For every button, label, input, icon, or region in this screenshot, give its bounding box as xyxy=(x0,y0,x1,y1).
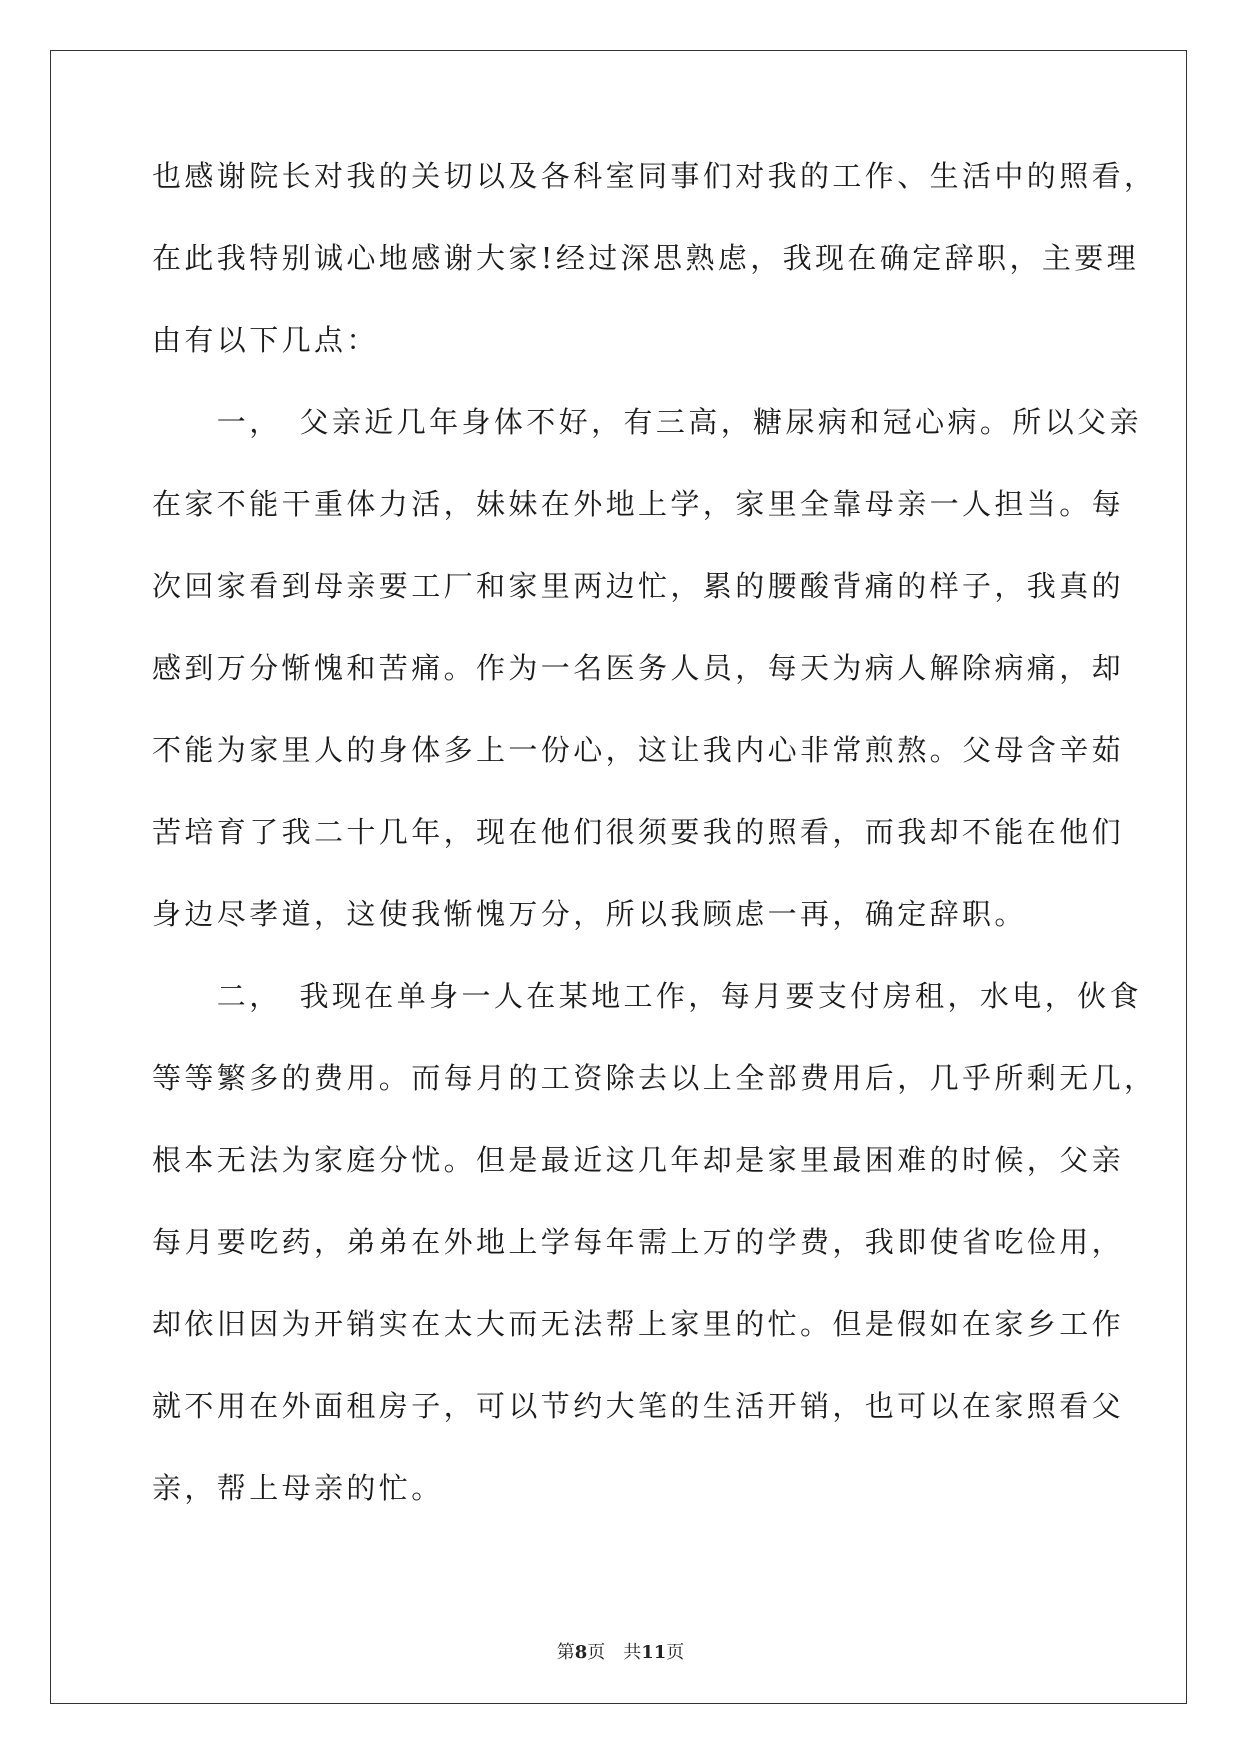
text-line: 二， 我现在单身一人在某地工作，每月要支付房租，水电，伙食 xyxy=(152,979,1142,1013)
text-line: 由有以下几点： xyxy=(152,323,379,357)
total-page-count: 11 xyxy=(641,1642,667,1663)
current-page-number: 8 xyxy=(574,1642,588,1663)
text-line: 在家不能干重体力活，妹妹在外地上学，家里全靠母亲一人担当。每 xyxy=(152,487,1125,521)
text-line: 每月要吃药，弟弟在外地上学每年需上万的学费，我即使省吃俭用， xyxy=(152,1225,1125,1259)
text-line: 不能为家里人的身体多上一份心，这让我内心非常煎熬。父母含辛茹 xyxy=(152,733,1125,767)
text-line: 就不用在外面租房子，可以节约大笔的生活开销，也可以在家照看父 xyxy=(152,1389,1125,1423)
text-line: 感到万分惭愧和苦痛。作为一名医务人员，每天为病人解除病痛，却 xyxy=(152,651,1125,685)
text-line: 亲，帮上母亲的忙。 xyxy=(152,1471,444,1505)
page-footer xyxy=(0,1641,1241,1665)
text-line: 苦培育了我二十几年，现在他们很须要我的照看，而我却不能在他们 xyxy=(152,815,1125,849)
text-line: 次回家看到母亲要工厂和家里两边忙，累的腰酸背痛的样子，我真的 xyxy=(152,569,1125,603)
text-line: 却依旧因为开销实在太大而无法帮上家里的忙。但是假如在家乡工作 xyxy=(152,1307,1125,1341)
text-line: 根本无法为家庭分忧。但是最近这几年却是家里最困难的时候，父亲 xyxy=(152,1143,1125,1177)
footer-prefix: 第 xyxy=(556,1642,575,1663)
text-line: 身边尽孝道，这使我惭愧万分，所以我顾虑一再，确定辞职。 xyxy=(152,897,1027,931)
footer-middle: 页 共 xyxy=(587,1642,642,1663)
text-line: 一， 父亲近几年身体不好，有三高，糖尿病和冠心病。所以父亲 xyxy=(152,405,1142,439)
document-body xyxy=(152,156,1157,1550)
text-line: 在此我特别诚心地感谢大家!经过深思熟虑，我现在确定辞职，主要理 xyxy=(152,241,1140,275)
text-line: 也感谢院长对我的关切以及各科室同事们对我的工作、生活中的照看， xyxy=(152,159,1157,193)
text-line: 等等繁多的费用。而每月的工资除去以上全部费用后，几乎所剩无几， xyxy=(152,1061,1157,1095)
footer-suffix: 页 xyxy=(666,1642,685,1663)
